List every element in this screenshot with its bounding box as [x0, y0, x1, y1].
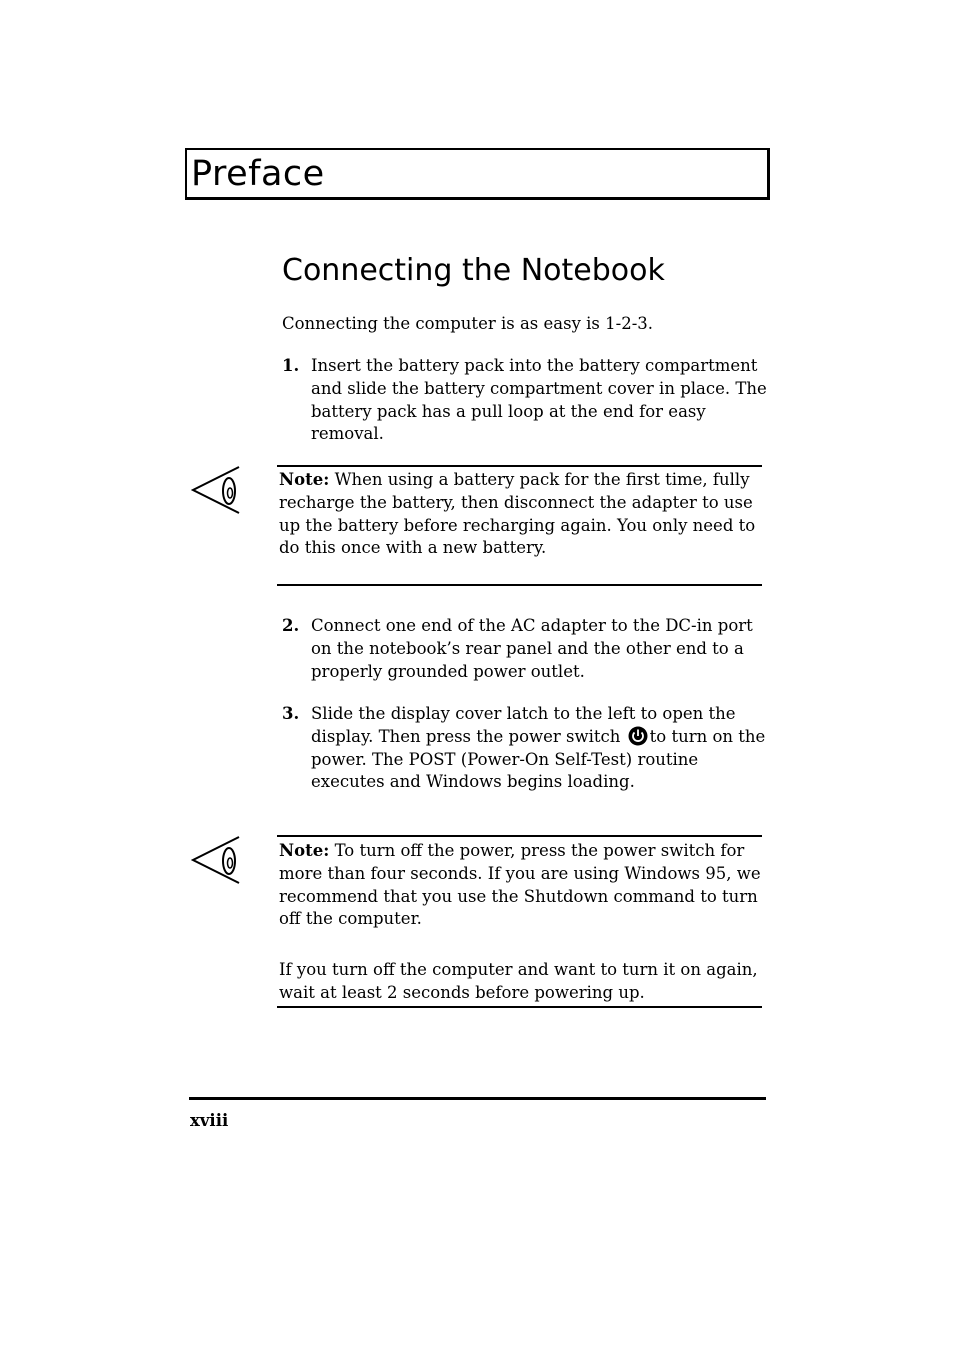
footer-rule [189, 1097, 766, 1100]
step-text: Insert the battery pack into the battery compartment and slide the battery compartment cover in place. The battery pack has a pull loop at the end for easy removal. [311, 356, 767, 444]
note-2-paragraph-2: If you turn off the computer and want to turn it on again, wait at least 2 seconds before powering up. [279, 960, 758, 1002]
section-title: Connecting the Notebook [282, 253, 665, 288]
note-label: Note: [279, 841, 330, 860]
chapter-title: Preface [191, 154, 325, 194]
step-text [311, 703, 767, 794]
eye-icon [191, 835, 241, 885]
chapter-header-box [185, 148, 770, 200]
note-bottom-rule [277, 1006, 762, 1008]
step-number: 3. [282, 704, 300, 723]
note-text: When using a battery pack for the first time, fully recharge the battery, then disconnect the adapter to use up the battery before recharging again. You only need to do this once with a new battery. [279, 470, 756, 558]
note-top-rule [277, 465, 762, 467]
intro-paragraph: Connecting the computer is as easy is 1-2-3. [282, 314, 654, 333]
note-2 [279, 840, 764, 931]
note-text: To turn off the power, press the power switch for more than four seconds. If you are using Windows 95, we recommend that you use the Shutdown command to turn off the computer. [279, 841, 761, 929]
page-number: xviii [190, 1111, 229, 1130]
power-icon [628, 726, 648, 746]
eye-icon [191, 465, 241, 515]
step-number: 1. [282, 356, 300, 375]
note-1 [279, 469, 764, 560]
note-bottom-rule [277, 584, 762, 586]
step-text-before: Slide the display cover latch to the left to open the display. Then press the power switch [311, 704, 736, 746]
step-text: Connect one end of the AC adapter to the DC-in port on the notebook’s rear panel and the other end to a properly grounded power outlet. [311, 616, 753, 681]
step-number: 2. [282, 616, 300, 635]
note-top-rule [277, 835, 762, 837]
note-label: Note: [279, 470, 330, 489]
step-text-after: to turn on the power. The POST (Power-On Self-Test) routine executes and Windows begins loading. [311, 726, 766, 792]
